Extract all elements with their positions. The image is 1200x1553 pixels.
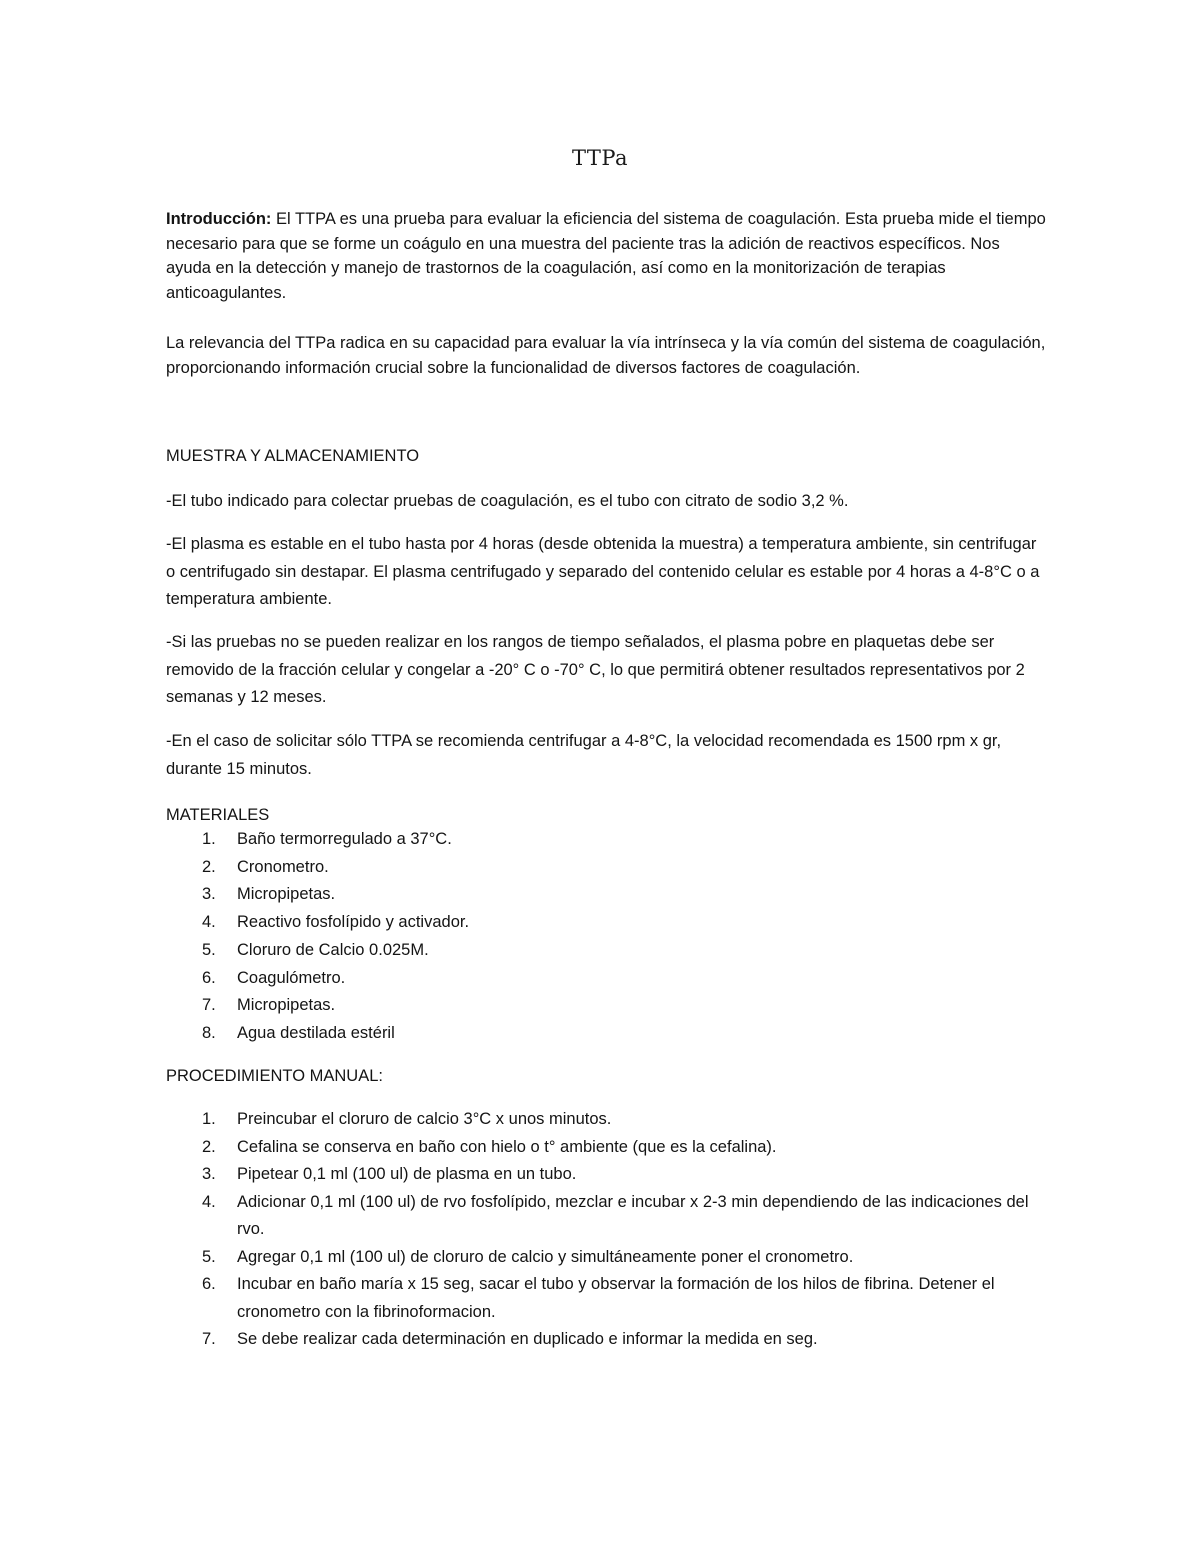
list-item-number: 1. [202, 830, 216, 848]
list-item-text: Agregar 0,1 ml (100 ul) de cloruro de calcio y simultáneamente poner el cronometro. [237, 1247, 854, 1266]
list-item [166, 1326, 1046, 1354]
list-item-number: 7. [202, 996, 216, 1015]
list-item-text: Incubar en baño maría x 15 seg, sacar el tubo y observar la formación de los hilos de fibrina. Detener el cronometro con la fibrinoformacion. [237, 1275, 995, 1321]
sample-bullet: -El tubo indicado para colectar pruebas de coagulación, es el tubo con citrato de sodio 3,2 %. [166, 492, 849, 510]
list-item [166, 1106, 1046, 1134]
list-item [166, 992, 1046, 1020]
materials-heading: MATERIALES [166, 806, 270, 824]
list-item [166, 1189, 1046, 1244]
list-item-number: 6. [202, 1275, 216, 1293]
list-item [166, 1244, 1046, 1272]
list-item [166, 1134, 1046, 1162]
sample-bullet: -El plasma es estable en el tubo hasta por 4 horas (desde obtenida la muestra) a temperatura ambiente, sin centrifugar o centrifugado sin destapar. El plasma centrifugado y separado del contenido celular es estable por 4 horas a 4-8°C o a temperatura ambiente. [166, 535, 1040, 608]
list-item [166, 1271, 1046, 1326]
list-item [166, 1161, 1046, 1189]
list-item-text: Cloruro de Calcio 0.025M. [237, 940, 429, 959]
sample-bullet: -En el caso de solicitar sólo TTPA se recomienda centrifugar a 4-8°C, la velocidad recomendada es 1500 rpm x gr, durante 15 minutos. [166, 732, 1002, 778]
list-item [166, 854, 1046, 882]
relevance-paragraph: La relevancia del TTPa radica en su capacidad para evaluar la vía intrínseca y la vía común del sistema de coagulación, proporcionando información crucial sobre la funcionalidad de diversos factores de coagulación. [166, 334, 1046, 377]
list-item-number: 4. [202, 913, 216, 932]
list-item-number: 5. [202, 1247, 216, 1266]
list-item-text: Adicionar 0,1 ml (100 ul) de rvo fosfolípido, mezclar e incubar x 2-3 min dependiendo de las indicaciones del rvo. [237, 1192, 1029, 1238]
list-item-text: Micropipetas. [237, 885, 336, 904]
list-item [166, 1020, 1046, 1048]
list-item [166, 965, 1046, 993]
list-item-text: Preincubar el cloruro de calcio 3°C x unos minutos. [237, 1110, 612, 1128]
list-item [166, 909, 1046, 937]
list-item-text: Cronometro. [237, 857, 329, 876]
list-item-number: 6. [202, 968, 216, 987]
procedure-list [166, 1106, 1046, 1354]
list-item [166, 881, 1046, 909]
document-title: TTPa [571, 146, 629, 170]
list-item-text: Se debe realizar cada determinación en duplicado e informar la medida en seg. [237, 1330, 818, 1348]
list-item-number: 8. [202, 1023, 216, 1042]
list-item-number: 1. [202, 1110, 216, 1128]
list-item [166, 826, 1046, 854]
sample-heading: MUESTRA Y ALMACENAMIENTO [166, 447, 420, 465]
list-item-number: 2. [202, 857, 216, 876]
sample-bullet: -Si las pruebas no se pueden realizar en los rangos de tiempo señalados, el plasma pobre en plaquetas debe ser removido de la fracción celular y congelar a -20° C o -70° C, lo que permitirá obtener resultados representativos por 2 semanas y 12 meses. [166, 633, 1025, 706]
list-item-text: Reactivo fosfolípido y activador. [237, 913, 470, 932]
list-item-number: 5. [202, 940, 216, 959]
list-item-text: Baño termorregulado a 37°C. [237, 830, 452, 848]
list-item-text: Agua destilada estéril [237, 1023, 395, 1042]
list-item-text: Coagulómetro. [237, 968, 346, 987]
intro-label: Introducción: [166, 210, 272, 228]
list-item [166, 937, 1046, 965]
list-item-number: 3. [202, 1165, 216, 1183]
intro-text: El TTPA es una prueba para evaluar la eficiencia del sistema de coagulación. Esta prueba mide el tiempo necesario para que se forme un coágulo en una muestra del paciente tras la adición de reactivos específicos. Nos ayuda en la detección y manejo de trastornos de la coagulación, así como en la monitorización de terapias anticoagulantes. [166, 210, 1046, 302]
materials-list [166, 826, 1046, 1048]
list-item-number: 4. [202, 1192, 216, 1211]
procedure-heading: PROCEDIMIENTO MANUAL: [166, 1067, 383, 1085]
list-item-number: 7. [202, 1330, 216, 1348]
list-item-text: Pipetear 0,1 ml (100 ul) de plasma en un tubo. [237, 1165, 577, 1183]
list-item-number: 3. [202, 885, 216, 904]
list-item-number: 2. [202, 1137, 216, 1156]
list-item-text: Micropipetas. [237, 996, 336, 1015]
list-item-text: Cefalina se conserva en baño con hielo o t° ambiente (que es la cefalina). [237, 1137, 777, 1156]
intro-paragraph [166, 207, 1046, 305]
